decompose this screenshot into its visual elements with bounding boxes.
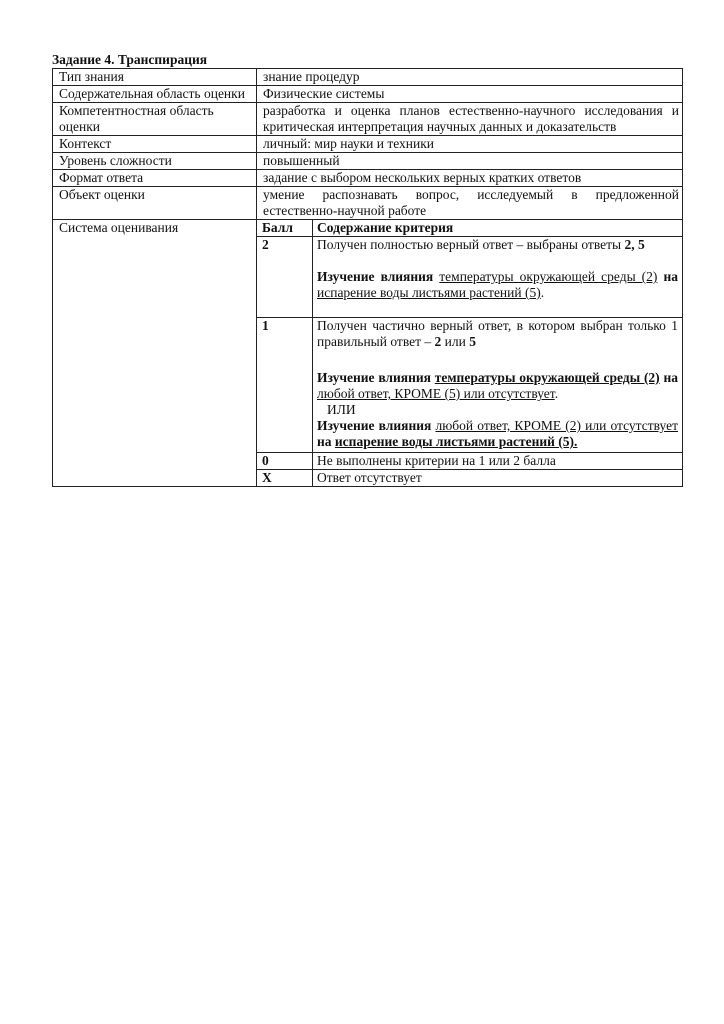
row-value: знание процедур [257,69,683,86]
criterion-1 [257,318,682,453]
any-answer: любой ответ, КРОМЕ (2) или отсутствует [435,418,678,433]
criterion-2 [257,237,682,318]
temperature-factor: температуры окружающей среды (2) [434,370,660,385]
study-label: Изучение влияния [317,418,432,433]
row-label: Объект оценки [53,187,257,220]
score: Х [257,470,313,487]
answer-2: 2 [434,334,442,349]
on-word: на [663,370,678,385]
page-title: Задание 4. Транспирация [52,52,208,67]
on-word: на [663,269,679,284]
col-score-header: Балл [257,220,313,237]
criterion-text: Не выполнены критерии на 1 или 2 балла [313,453,683,470]
criteria-header [257,220,682,237]
criterion-text: Ответ отсутствует [313,470,683,487]
row-assessment-object [53,187,683,220]
row-difficulty [53,153,683,170]
criterion-0 [257,453,682,470]
task-table [52,68,683,487]
or-separator: ИЛИ [327,402,356,417]
score: 0 [257,453,313,470]
row-label: Уровень сложности [53,153,257,170]
on-word: на [317,434,332,449]
row-answer-format [53,170,683,187]
criterion-text [313,237,683,318]
evaporation-factor: испарение воды листьями растений (5) [317,285,541,300]
score: 2 [257,237,313,318]
row-value: задание с выбором нескольких верных кратких ответов [257,170,683,187]
or-word: или [441,334,470,349]
row-knowledge-type [53,69,683,86]
row-value: умение распознавать вопрос, исследуемый в предложенной естественно-научной работе [257,187,683,220]
any-answer: любой ответ, КРОМЕ (5) или отсутствует [317,386,555,401]
study-label: Изучение влияния [317,269,434,284]
criterion-line: Получен частично верный ответ, в котором выбран только 1 правильный ответ – [317,318,678,349]
row-content-area [53,86,683,103]
criterion-line: Получен полностью верный ответ – выбраны ответы [317,237,625,252]
col-criterion-header: Содержание критерия [313,220,683,237]
row-label: Содержательная область оценки [53,86,257,103]
row-context [53,136,683,153]
criteria-table [257,220,682,486]
answer-5: 5 [469,334,476,349]
row-value: повышенный [257,153,683,170]
study-label: Изучение влияния [317,370,431,385]
row-label: Компетентностная область оценки [53,103,257,136]
correct-answers: 2, 5 [624,237,645,252]
criterion-x [257,470,682,487]
period: . [540,285,545,300]
row-label: Тип знания [53,69,257,86]
row-label: Контекст [53,136,257,153]
row-scoring-system [53,220,683,487]
row-label: Формат ответа [53,170,257,187]
period: . [554,386,559,401]
row-value: Физические системы [257,86,683,103]
row-value: личный: мир науки и техники [257,136,683,153]
temperature-factor: температуры окружающей среды (2) [439,269,658,284]
scoring-cell [257,220,683,487]
row-value: разработка и оценка планов естественно-научного исследования и критическая интерпретация научных данных и доказательств [257,103,683,136]
criterion-text [313,318,683,453]
row-competence-area [53,103,683,136]
row-label: Система оценивания [53,220,257,487]
evaporation-factor: испарение воды листьями растений (5). [334,434,578,449]
score: 1 [257,318,313,453]
